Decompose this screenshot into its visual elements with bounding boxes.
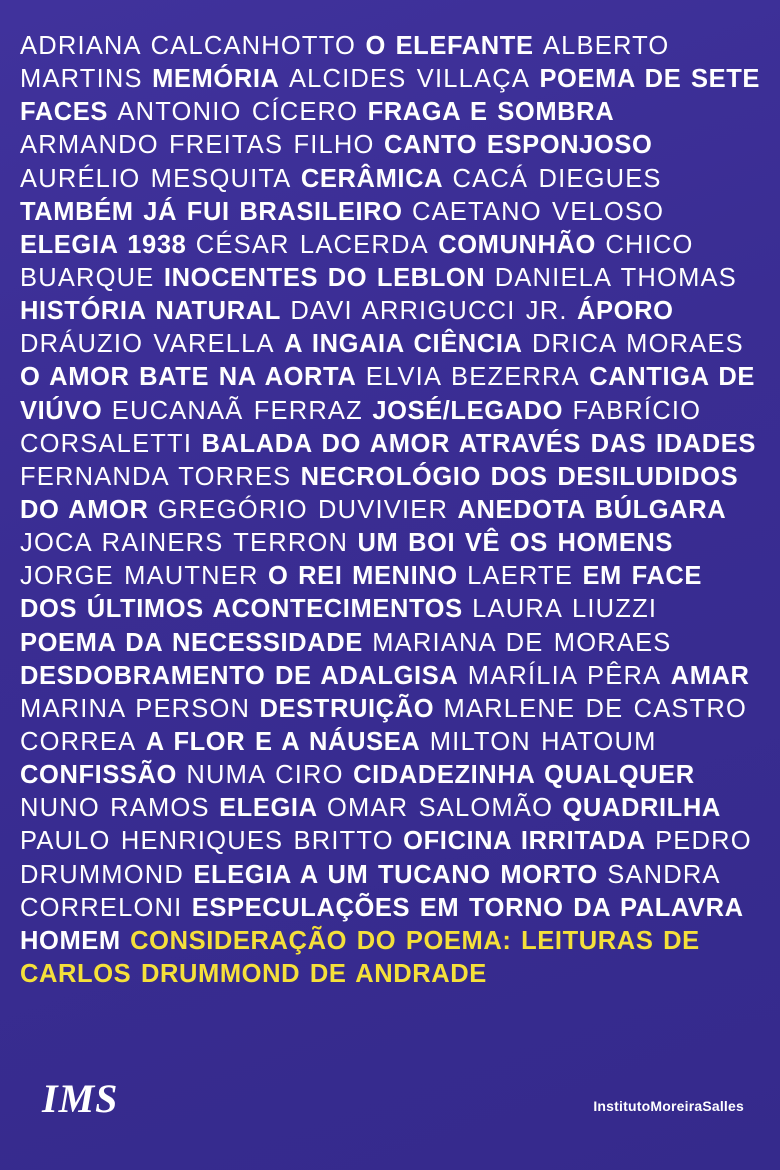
cover-text-block <box>20 30 760 991</box>
cover-text-segment: A INGAIA CIÊNCIA <box>284 330 523 359</box>
publisher-name: InstitutoMoreiraSalles <box>593 1098 744 1114</box>
cover-text-segment: UM BOI VÊ OS HOMENS <box>357 529 674 558</box>
cover-text-segment: CONSIDERAÇÃO DO POEMA: LEITURAS DE CARLOS DRUMMOND DE ANDRADE <box>20 926 700 988</box>
cover-text-segment: DAVI ARRIGUCCI JR. <box>290 297 568 326</box>
cover-text-segment: PAULO HENRIQUES BRITTO <box>20 827 394 856</box>
cover-text-segment: COMUNHÃO <box>438 230 596 259</box>
cover-text-segment: MARIANA DE MORAES <box>372 628 672 657</box>
cover-text-segment: JOSÉ/LEGADO <box>372 396 564 425</box>
cover-text-segment: EUCANAÃ FERRAZ <box>111 396 363 425</box>
cover-text-segment: FRAGA E SOMBRA <box>367 98 615 127</box>
cover-text-segment: DESDOBRAMENTO DE ADALGISA <box>20 661 459 690</box>
cover-text-segment: NUNO RAMOS <box>20 794 210 823</box>
cover-text-segment: NECROLÓGIO DOS DESILUDIDOS DO AMOR <box>20 462 739 524</box>
cover-text-segment: ARMANDO FREITAS FILHO <box>20 131 375 160</box>
cover-text-segment: PEDRO DRUMMOND <box>20 827 752 889</box>
cover-text-segment: EM FACE DOS ÚLTIMOS ACONTECIMENTOS <box>20 562 702 624</box>
cover-text-segment: ADRIANA CALCANHOTTO <box>20 32 357 60</box>
cover-text-segment: MILTON HATOUM <box>429 727 657 756</box>
cover-text-segment: CONFISSÃO <box>20 761 177 790</box>
cover-text-segment: INOCENTES DO LEBLON <box>163 263 486 292</box>
cover-text-segment: HISTÓRIA NATURAL <box>20 297 281 326</box>
cover-text-segment: LAURA LIUZZI <box>472 595 658 624</box>
cover-text-segment: CHICO BUARQUE <box>20 230 694 292</box>
cover-text-segment: LAERTE <box>467 562 574 591</box>
cover-text-segment: OFICINA IRRITADA <box>403 827 646 856</box>
cover-text-segment: AMAR <box>670 661 750 690</box>
ims-logo: IMS <box>42 1076 119 1121</box>
cover-text-segment: O REI MENINO <box>268 562 458 591</box>
cover-text-segment: MARINA PERSON <box>20 694 251 723</box>
cover-text-segment: CANTIGA DE VIÚVO <box>20 363 755 425</box>
cover-text-segment: FERNANDA TORRES <box>20 462 292 491</box>
cover-text-segment: ELEGIA 1938 <box>20 230 187 259</box>
cover-text-segment: O AMOR BATE NA AORTA <box>20 363 357 392</box>
cover-text-segment: O ELEFANTE <box>365 32 534 60</box>
cover-text-segment: ELEGIA <box>219 794 318 823</box>
cover-text-segment: GREGÓRIO DUVIVIER <box>157 495 449 524</box>
cover-text-segment: CÉSAR LACERDA <box>195 230 429 259</box>
cover-text-segment: POEMA DE SETE FACES <box>20 65 760 127</box>
cover-text-segment: MARLENE DE CASTRO CORREA <box>20 694 748 756</box>
cover-text-segment: MARÍLIA PÊRA <box>467 661 662 690</box>
cover-text-segment: AURÉLIO MESQUITA <box>20 164 292 193</box>
cover-text-segment: CERÂMICA <box>300 164 444 193</box>
cover-text-segment: DESTRUIÇÃO <box>259 694 435 723</box>
cover-text-segment: CAETANO VELOSO <box>411 197 665 226</box>
cover-text-segment: OMAR SALOMÃO <box>327 794 554 823</box>
cover-text-segment: ESPECULAÇÕES EM TORNO DA PALAVRA HOMEM <box>20 893 743 955</box>
cover-text-segment: CANTO ESPONJOSO <box>383 131 653 160</box>
cover-text-segment: JORGE MAUTNER <box>20 562 259 591</box>
cover-text-segment: POEMA DA NECESSIDADE <box>20 628 363 657</box>
cover-text-segment: MEMÓRIA <box>152 65 280 94</box>
cover-text-segment: DRICA MORAES <box>531 330 744 359</box>
cover-text-segment: ANTONIO CÍCERO <box>117 98 359 127</box>
cover-text-segment: ALCIDES VILLAÇA <box>288 65 531 94</box>
cover-text-segment: ELVIA BEZERRA <box>365 363 580 392</box>
cover-text-segment: DRÁUZIO VARELLA <box>20 330 275 359</box>
cover-text-segment: SANDRA CORRELONI <box>20 860 720 922</box>
cover-text-segment: CIDADEZINHA QUALQUER <box>353 761 695 790</box>
cover-text-segment: TAMBÉM JÁ FUI BRASILEIRO <box>20 197 403 226</box>
cover-text-segment: JOCA RAINERS TERRON <box>20 529 349 558</box>
cover-text-segment: QUADRILHA <box>562 794 721 823</box>
cover-text-segment: DANIELA THOMAS <box>494 263 737 292</box>
cover-text-segment: FABRÍCIO CORSALETTI <box>20 396 702 458</box>
cover-text-segment: A FLOR E A NÁUSEA <box>145 727 421 756</box>
cover-text-segment: BALADA DO AMOR ATRAVÉS DAS IDADES <box>201 429 756 458</box>
cover-text-segment: CACÁ DIEGUES <box>452 164 662 193</box>
cover-text-segment: ELEGIA A UM TUCANO MORTO <box>193 860 598 889</box>
cover-text-segment: ANEDOTA BÚLGARA <box>457 495 727 524</box>
cover-text-segment: NUMA CIRO <box>186 761 344 790</box>
cover-text-segment: ÁPORO <box>577 297 674 326</box>
cover-text-segment: ALBERTO MARTINS <box>20 32 670 94</box>
